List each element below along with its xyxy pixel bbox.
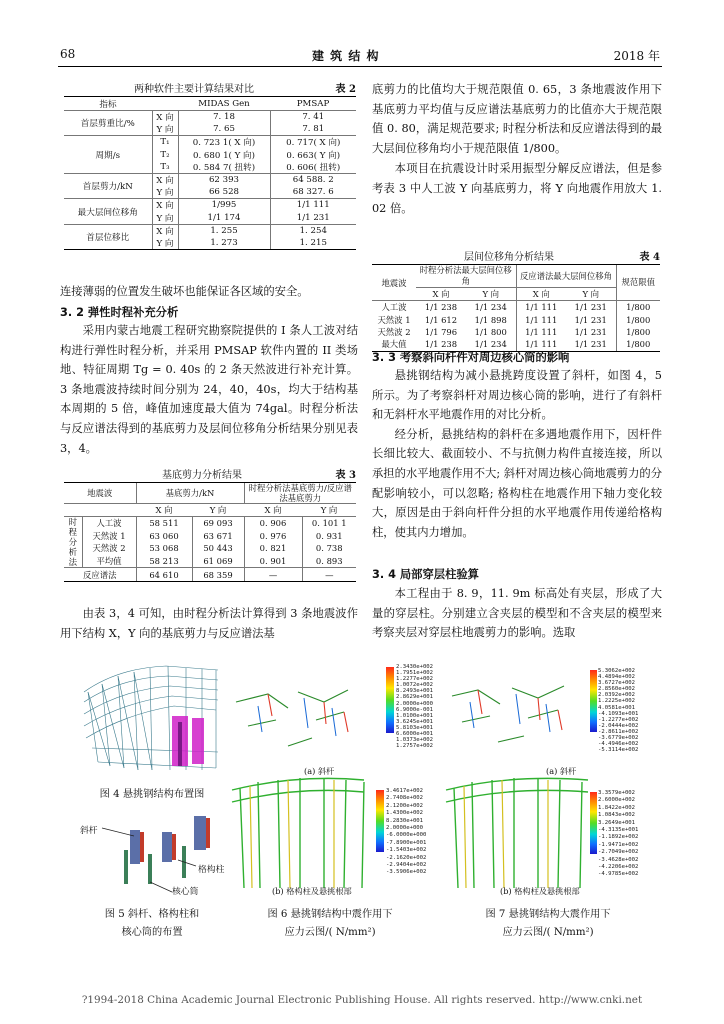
value-cell: 1/1 796	[424, 326, 458, 337]
header-rule	[58, 66, 662, 67]
direction-cell: X 向	[156, 176, 174, 187]
value-cell: 0. 976	[244, 530, 302, 543]
legend-value: 1.2277e+002	[396, 676, 434, 683]
caption-line: 图 7 悬挑钢结构大震作用下	[485, 909, 611, 920]
value-cell: 1/1 231	[574, 314, 607, 325]
legend-value: 2.0392e+002	[598, 692, 636, 699]
group-label: 时程分析法	[64, 517, 82, 568]
figure-4-caption: 图 4 悬挑钢结构布置图	[99, 789, 205, 800]
caption-line: 应力云图/( N/mm²)	[284, 927, 376, 938]
paragraph: 本工程由于 8. 9，11. 9m 标高处有夹层，形成了大量的穿层柱。分别建立含夹层的模型和不含夹层的模型来考察夹层对穿层柱地震剪力的影响。选取	[372, 587, 662, 640]
pmsap-value: 1/1 111	[270, 199, 356, 212]
fig6a-color-bar	[386, 667, 394, 733]
row-label: 人工波	[381, 302, 407, 313]
legend-value: -2.0444e+002	[598, 722, 639, 729]
value-cell: 58 213	[136, 555, 192, 568]
column-header: PMSAP	[270, 97, 356, 111]
legend-value: -3.5906e+002	[386, 869, 427, 876]
legend-value: 3.2649e+001	[598, 819, 636, 826]
legend-value: 2.3430e+002	[396, 664, 434, 670]
value-cell: 1/1 231	[574, 302, 607, 313]
legend-value: -4.4946e+002	[598, 741, 639, 748]
legend-value: 6.6000e+001	[396, 731, 434, 738]
value-cell: 1/800	[616, 301, 660, 314]
value-cell: 0. 906	[244, 517, 302, 530]
legend-value: 1.2757e+002	[396, 743, 434, 750]
legend-value: -3.6779e+002	[598, 735, 639, 742]
direction-cell: Y 向	[152, 123, 178, 136]
legend-value: -1.2277e+002	[598, 716, 639, 723]
legend-value: -1.9471e+002	[598, 841, 639, 848]
column-header: 时程分析法基底剪力/反应谱法基底剪力	[244, 483, 356, 504]
paragraph: 本项目在抗震设计时采用振型分解反应谱法，但是参考表 3 中人工波 Y 向基底剪力，将 Y 向地震作用放大 1. 02 倍。	[372, 162, 662, 215]
pmsap-value: 1/1 231	[270, 212, 356, 225]
value-cell: 63 060	[136, 530, 192, 543]
pmsap-value: 7. 81	[270, 123, 356, 136]
table-header-row	[64, 483, 356, 504]
figure-7-image	[442, 662, 602, 894]
section-3-3-heading: 3. 3 考察斜向杆件对周边核心筒的影响	[372, 351, 570, 364]
caption-line: 核心筒的布置	[121, 927, 183, 938]
table-header-row	[372, 265, 660, 288]
midas-value: 1. 255	[178, 224, 270, 237]
legend-value: 2.1200e+002	[386, 802, 424, 809]
value-cell: 58 511	[136, 517, 192, 530]
midas-value: 66 528	[178, 186, 270, 199]
column-header	[64, 504, 136, 517]
section-3-4-heading: 3. 4 局部穿层柱验算	[372, 568, 479, 581]
pmsap-value: 68 327. 6	[270, 186, 356, 199]
row-label: 天然波 2	[377, 326, 411, 337]
value-cell: 1/800	[616, 338, 660, 351]
legend-value: 1.0843e+002	[598, 812, 636, 819]
row-label: 平均值	[82, 555, 136, 568]
table-row	[64, 173, 356, 186]
legend-value: 5.8103e+001	[396, 724, 434, 731]
direction-cell: Y 向	[152, 237, 178, 250]
left-text-3	[60, 604, 358, 643]
row-label: 反应谱法	[64, 568, 136, 582]
midas-value: 1. 273	[178, 237, 270, 250]
direction-cell: T₂	[160, 149, 170, 160]
value-cell: 1/1 238	[424, 302, 458, 313]
value-cell: 1/1 898	[474, 314, 507, 325]
value-cell: 0. 893	[302, 555, 356, 568]
legend-value: -4.1093e+001	[598, 710, 639, 717]
legend-value: -2.1620e+002	[386, 854, 427, 861]
direction-cell: X 向	[156, 113, 174, 124]
fig7b-legend	[598, 790, 638, 879]
legend-value: 5.3062e+002	[598, 668, 636, 674]
table-subheader-row	[64, 504, 356, 517]
paragraph: 底剪力的比值均大于规范限值 0. 65，3 条地震波作用下基底剪力平均值与反应谱法基底剪力的比值亦大于规范限值 0. 80，满足规范要求; 时程分析法和反应谱法得到的最大层间位移角均小于规范限值 1/800。	[372, 83, 662, 155]
column-header: X 向	[416, 288, 466, 301]
value-cell: 1/1 111	[516, 338, 566, 351]
paragraph: 由表 3，4 可知，由时程分析法计算得到 3 条地震波作用下结构 X，Y 向的基底剪力与反应谱法基	[60, 607, 358, 640]
column-header: Y 向	[192, 504, 244, 517]
fig7a-color-bar	[590, 670, 597, 732]
table2	[64, 96, 356, 250]
midas-value: 0. 723 1( X 向)	[178, 136, 270, 149]
legend-value: 2.7408e+002	[386, 795, 424, 802]
direction-cell: X 向	[156, 201, 174, 212]
legend-value: 1.0072e+002	[396, 682, 434, 689]
fig7b-color-bar	[590, 792, 597, 854]
legend-value: -2.9404e+002	[386, 862, 427, 869]
legend-value: -6.0000e+000	[386, 832, 427, 839]
pmsap-value: 1. 215	[270, 237, 356, 250]
column-header: 基底剪力/kN	[136, 483, 244, 504]
column-header: 反应谱法最大层间位移角	[516, 265, 616, 288]
legend-value: -5.3114e+002	[598, 747, 639, 754]
direction-cell: X 向	[156, 226, 174, 237]
fig7a-subcaption: (a) 斜杆	[546, 766, 577, 776]
legend-value: 4.4894e+002	[598, 674, 636, 681]
table-row	[64, 199, 356, 212]
row-label: 天然波 2	[92, 543, 126, 554]
table-row	[64, 111, 356, 124]
midas-value: 0. 584 7( 扭转)	[178, 161, 270, 174]
fig6a-legend	[396, 664, 433, 749]
legend-value: 3.6245e+001	[396, 718, 434, 725]
copyright-footer: ?1994-2018 China Academic Journal Electronic Publishing House. All rights reserved. http://www.cnki.net	[81, 994, 643, 1006]
fig6b-legend	[386, 788, 426, 877]
row-label: 最大值	[372, 338, 416, 351]
legend-value: 8.2493e+001	[396, 688, 434, 695]
caption-line: 图 5 斜杆、格构柱和	[104, 909, 200, 920]
legend-value: 3.6727e+002	[598, 680, 636, 687]
column-header: Y 向	[466, 288, 516, 301]
value-cell: 50 443	[192, 542, 244, 555]
column-header: 指标	[64, 97, 152, 111]
value-cell: 68 359	[192, 568, 244, 582]
row-label: 首层剪重比/%	[64, 111, 152, 136]
table2-number: 表 2	[335, 84, 356, 95]
column-header: X 向	[244, 504, 302, 517]
value-cell: 1/1 231	[566, 338, 616, 351]
value-cell: 0. 931	[302, 530, 356, 543]
table-row	[64, 568, 356, 582]
midas-value: 0. 680 1( Y 向)	[178, 149, 270, 161]
column-header: Y 向	[302, 504, 356, 517]
value-cell: —	[244, 568, 302, 582]
left-text-2	[60, 321, 358, 458]
row-label: 人工波	[96, 518, 122, 529]
legend-value: -4.9785e+002	[598, 871, 639, 878]
pmsap-value: 0. 717( X 向)	[270, 136, 356, 149]
paragraph: 悬挑钢结构为减小悬挑跨度设置了斜杆，如图 4，5 所示。为了考察斜杆对周边核心筒的影响，进行了有斜杆和无斜杆水平地震作用的对比分析。	[372, 369, 662, 422]
figure-5-caption	[68, 906, 236, 942]
table-row	[64, 555, 356, 568]
legend-value: -4.2206e+002	[598, 864, 639, 871]
value-cell: 1/1 231	[574, 326, 607, 337]
fig5-label-core-tube: 核心筒	[172, 887, 199, 897]
fig6a-subcaption: (a) 斜杆	[304, 766, 335, 776]
column-header: MIDAS Gen	[178, 97, 270, 111]
table-row	[64, 136, 356, 149]
legend-value: 1.2225e+002	[598, 698, 636, 705]
table4-title: 层间位移角分析结果	[464, 252, 554, 263]
table3-title: 基底剪力分析结果	[162, 470, 242, 481]
legend-value: 4.0581e+001	[598, 704, 636, 711]
midas-value: 7. 65	[178, 123, 270, 136]
caption-line: 应力云图/( N/mm²)	[502, 927, 594, 938]
column-header: X 向	[136, 504, 192, 517]
value-cell: 1/1 238	[416, 338, 466, 351]
direction-cell: Y 向	[152, 212, 178, 225]
column-header	[152, 97, 178, 111]
table-row	[64, 542, 356, 555]
direction-cell: T₁	[160, 137, 170, 148]
section-3-2-heading: 3. 2 弹性时程补充分析	[60, 306, 179, 319]
table-row	[64, 224, 356, 237]
value-cell: 1/800	[616, 313, 660, 325]
figure-7-caption	[460, 906, 636, 942]
page-number: 68	[60, 47, 76, 61]
fig7a-legend	[598, 668, 638, 753]
value-cell: —	[302, 568, 356, 582]
column-header: X 向	[516, 288, 566, 301]
legend-value: 2.8629e+001	[396, 694, 434, 701]
value-cell: 1/1 111	[516, 326, 566, 338]
pmsap-value: 0. 606( 扭转)	[270, 161, 356, 174]
fig6b-subcaption: (b) 格构柱及悬挑根部	[272, 886, 352, 896]
row-label: 首层剪力/kN	[64, 173, 152, 198]
table-header-row	[64, 97, 356, 111]
figure-4-image	[78, 662, 224, 780]
paragraph: 采用内蒙古地震工程研究勘察院提供的 I 条人工波对结构进行弹性时程分析，并采用 PMSAP 软件内置的 II 类场地、特征周期 Tg = 0. 40s 的 2 条天然波进行补充计算。3 条地震波持续时间分别为 24，40，40s，均大于结构基本周期的 5 倍，峰值加速度最大值为 74gal。时程分析法与反应谱法得到的基底剪力及层间位移角分析结果分别见表 3，4。	[60, 324, 358, 455]
legend-value: 6.9000e-001	[396, 706, 434, 713]
midas-value: 1/995	[178, 199, 270, 212]
column-header: 规范限值	[616, 265, 660, 301]
right-text-3	[372, 584, 662, 643]
value-cell: 1/1 612	[424, 314, 458, 325]
figure-5-image	[78, 810, 224, 902]
legend-value: -2.7049e+002	[598, 849, 639, 856]
legend-value: 2.0000e+000	[386, 825, 424, 832]
left-text-1	[60, 282, 358, 302]
figure-6-caption	[242, 906, 418, 942]
fig5-label-lattice-column: 格构柱	[198, 865, 225, 875]
fig7b-subcaption: (b) 格构柱及悬挑根部	[500, 886, 580, 896]
value-cell: 1/800	[616, 326, 660, 338]
column-header: 地震波	[372, 265, 416, 301]
row-label: 最大层间位移角	[64, 199, 152, 224]
row-label: 周期/s	[64, 136, 152, 174]
value-cell: 1/1 111	[516, 313, 566, 325]
midas-value: 62 393	[178, 173, 270, 186]
table4	[372, 264, 660, 352]
value-cell: 0. 738	[302, 542, 356, 555]
legend-value: 2.0000e+000	[396, 700, 434, 707]
value-cell: 61 069	[192, 555, 244, 568]
row-label: 天然波 1	[377, 314, 411, 325]
pmsap-value: 7. 41	[270, 111, 356, 124]
legend-value: 3.3579e+002	[598, 790, 636, 796]
midas-value: 7. 18	[178, 111, 270, 124]
table-row	[64, 517, 356, 530]
paragraph: 连接薄弱的位置发生破坏也能保证各区域的安全。	[60, 285, 309, 298]
journal-name: 建 筑 结 构	[312, 49, 380, 63]
table-row	[372, 301, 660, 314]
fig5-label-diagonal: 斜杆	[80, 826, 98, 836]
value-cell: 1/1 234	[474, 302, 507, 313]
table-row	[372, 326, 660, 338]
right-text-2	[372, 366, 662, 542]
legend-value: 1.8422e+002	[598, 804, 636, 811]
column-header: Y 向	[566, 288, 616, 301]
table4-number: 表 4	[639, 252, 660, 263]
value-cell: 0. 901	[244, 555, 302, 568]
midas-value: 1/1 174	[178, 212, 270, 225]
column-header: 地震波	[64, 483, 136, 504]
legend-value: 2.8560e+002	[598, 686, 636, 693]
value-cell: 63 671	[192, 530, 244, 543]
legend-value: 3.4617e+002	[386, 788, 424, 794]
legend-value: 2.6000e+002	[598, 797, 636, 804]
paragraph: 经分析，悬挑结构的斜杆在多遇地震作用下，因杆件长细比较大、截面较小、不与抗侧力构件直接连接，所以承担的水平地震作用不大; 斜杆对周边核心筒地震剪力的分配影响较小，可以忽略; 格构柱在地震作用下轴力变化较大，原因是由于斜向杆件分担的水平地震作用传递给格构柱，使其内力增加。	[372, 427, 662, 539]
legend-value: 1.0100e+001	[396, 712, 434, 719]
column-header: 时程分析法最大层间位移角	[416, 265, 516, 288]
right-text-1	[372, 80, 662, 218]
legend-value: -1.1892e+002	[598, 834, 639, 841]
table3-number: 表 3	[335, 470, 356, 481]
value-cell: 0. 101 1	[302, 517, 356, 530]
value-cell: 0. 821	[244, 542, 302, 555]
legend-value: 1.0373e+002	[396, 737, 434, 744]
legend-value: 1.7951e+002	[396, 670, 434, 677]
pmsap-value: 0. 663( Y 向)	[270, 149, 356, 161]
table-row	[372, 313, 660, 325]
row-label: 首层位移比	[64, 224, 152, 249]
caption-line: 图 6 悬挑钢结构中震作用下	[267, 909, 393, 920]
legend-value: 8.2830e+001	[386, 817, 424, 824]
value-cell: 1/1 800	[474, 326, 507, 337]
value-cell: 53 068	[136, 542, 192, 555]
value-cell: 64 610	[136, 568, 192, 582]
direction-cell: Y 向	[152, 186, 178, 199]
table-row	[64, 530, 356, 543]
direction-cell: T₃	[152, 161, 178, 174]
legend-value: -7.8900e+001	[386, 839, 427, 846]
table3	[64, 482, 356, 582]
legend-value: 1.4300e+002	[386, 810, 424, 817]
legend-value: -4.3135e+001	[598, 827, 639, 834]
value-cell: 1/1 111	[516, 301, 566, 314]
legend-value: -3.4628e+002	[598, 856, 639, 863]
pmsap-value: 64 588. 2	[270, 173, 356, 186]
row-label: 天然波 1	[92, 530, 126, 541]
pmsap-value: 1. 254	[270, 224, 356, 237]
year: 2018 年	[613, 49, 660, 63]
legend-value: -1.5403e+002	[386, 847, 427, 854]
fig6b-color-bar	[376, 790, 384, 852]
value-cell: 69 093	[192, 517, 244, 530]
value-cell: 1/1 234	[466, 338, 516, 351]
legend-value: -2.8611e+002	[598, 728, 639, 735]
table2-title: 两种软件主要计算结果对比	[134, 84, 254, 95]
